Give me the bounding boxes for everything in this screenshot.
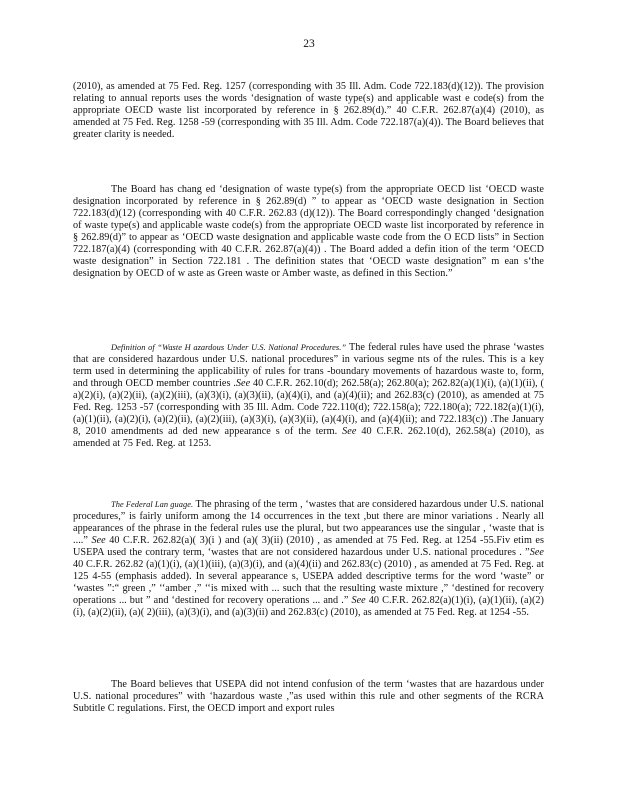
definition-body: The federal rules have used the phrase ‘wastes that are considered hazardous under U.S. national procedures” in various segme nts of the rules. This is a key term used in determining the applicability of rules for trans -boundary movements of hazardous waste to, form, and through OECD member countries . [73, 342, 544, 390]
federal-language-body: The phrasing of the term , ‘wastes that are considered hazardous under U.S. national procedures,” is fairly uniform among the 14 occurrences in the text ,but there are minor variations . Nearly all appearances of the phrase in the federal rules use the plural, but two appearances use the singular , ‘waste that is ....” [73, 499, 544, 547]
see-signal: See [91, 535, 106, 547]
paragraph-board-believes: The Board believes that USEPA did not intend confusion of the term ‘wastes that are hazardous under U.S. national procedures” with ‘hazardous waste ,”as used within this rule and other segments of the RCRA Subtitle C regulations. First, the OECD import and export rules [73, 679, 544, 715]
see-signal: See [235, 378, 251, 390]
definition-heading: Definition of “Waste H azardous Under U.S. National Procedures.” [111, 343, 347, 353]
see-signal: See [351, 594, 366, 606]
federal-language-tail: 40 C.F.R. 262.82(a)(1)(i), (a)(1)(ii), (a)(2)(i), (a)(2)(ii), (a)( 2)(iii), (a)(3)(i), and (a)(3)(ii) and 262.83(c) (2010), as amended at 75 Fed. Reg. at 1254 -55. [73, 594, 545, 618]
paragraph-definition [73, 342, 544, 450]
definition-tail: 40 C.F.R. 262.10(d), 262.58(a) (2010), as amended at 75 Fed. Reg. at 1253. [73, 425, 544, 449]
paragraph-annual-reports: (2010), as amended at 75 Fed. Reg. 1257 (corresponding with 35 Ill. Adm. Code 722.183(d)(12)). The provision relating to annual reports uses the words ‘designation of waste type(s) and applicable wast e code(s) from the appropriate OECD waste list incorporated by reference in § 262.89(d).” 40 C.F.R. 262.87(a)(4) (2010), as amended at 75 Fed. Reg. 1258 -59 (corresponding with 35 Ill. Adm. Code 722.187(a)(4)). The Board believes that greater clarity is needed. [73, 81, 544, 140]
see-signal: See [342, 425, 357, 437]
federal-language-mid2: 40 C.F.R. 262.82 (a)(1)(i), (a)(1)(iii), (a)(3)(i), and (a)(4)(ii) and 262.83(c) (2010) , as amended at 75 Fed. Reg. at 125 4-55 (emphasis added). In several appearance s, USEPA added descriptive terms for the word ‘waste” or ‘wastes ”:“ green ,” ‘‘amber ,” ‘‘is mixed with ... such that the resulting waste mixture ,” ‘destined for recovery operations ... but ” and ‘destined for recovery operations ... and .” [73, 558, 544, 606]
paragraph-oecd-designation: The Board has chang ed ‘designation of waste type(s) from the appropriate OECD list ‘OECD waste designation incorporated by reference in § 262.89(d) ” to appear as ‘OECD waste designation in Section 722.183(d)(12) (corresponding with 40 C.F.R. 262.83 (d)(12)). The Board correspondingly changed ‘designation of waste type(s) and applicable waste code(s) from the appropriate OECD waste list incorporated by reference in § 262.89(d)” to appear as ‘OECD waste designation and applicable waste code from the O ECD lists” in Section 722.187(a)(4) (corresponding with 40 C.F.R. 262.87(a)(4)) . The Board added a defin ition of the term ‘OECD waste designation” in Section 722.181 . The definition states that ‘OECD waste designation” m ean s‘the designation by OECD of w aste as Green waste or Amber waste, as defined in this Section.” [73, 184, 544, 279]
definition-citations: 40 C.F.R. 262.10(d); 262.58(a); 262.80(a); 262.82(a)(1)(i), (a)(1)(ii), ( a)(2)(i), (a)(2)(ii), (a)(2)(iii), (a)(3)(i), (a)(3)(ii), (a)(4)(i), and (a)(4)(ii); and 262.83(c) (2010), as amended at 75 Fed. Reg. 1253 -57 (corresponding with 35 Ill. Adm. Code 722.110(d); 722.158(a); 722.180(a); 722.182(a)(1)(i), (a)(1)(ii), (a)(2)(i), (a)(2)(ii), (a)(2)(iii), (a)(3)(i), (a)(3)(ii), (a)(4)(i), and (a)(4)(ii); and 722.183(c)) .The January 8, 2010 amendments ad ded new appearance s of the term. [73, 378, 545, 437]
page-number: 23 [303, 38, 315, 50]
federal-language-mid1: 40 C.F.R. 262.82(a)( 3)(i ) and (a)( 3)(ii) (2010) , as amended at 75 Fed. Reg. at 1254 -55.Fiv etim es USEPA used the contrary term, ‘wastes that are not considered hazardous under U.S. national procedures . ” [73, 535, 544, 558]
see-signal: See [529, 547, 544, 558]
paragraph-federal-language [73, 499, 544, 619]
federal-language-heading: The Federal Lan guage. [111, 500, 194, 510]
